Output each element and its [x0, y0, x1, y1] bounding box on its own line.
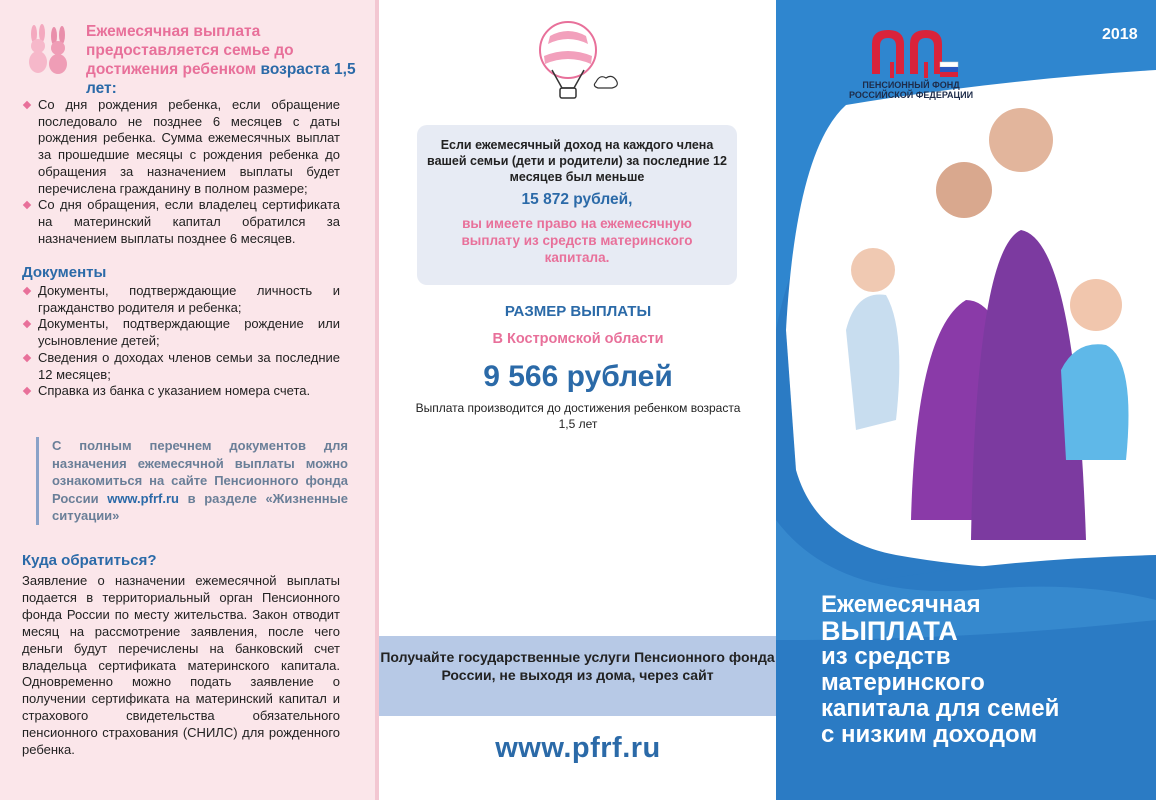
- income-right-text: вы имеете право на ежемесячную выплату из средств материнского капитала.: [461, 216, 693, 265]
- site-link[interactable]: www.pfrf.ru: [495, 732, 661, 764]
- income-condition-box: [417, 125, 737, 285]
- list-item: Документы, подтверждающие личность и гражданство родителя и ребенка;: [22, 283, 340, 316]
- gov-services-box: Получайте государственные услуги Пенсионного фонда России, не выходя из дома, через сайт: [379, 636, 776, 716]
- intro-blue: возраста 1,5 лет:: [86, 61, 356, 97]
- conditions-list: [22, 97, 340, 247]
- payment-size-title: РАЗМЕР ВЫПЛАТЫ: [504, 303, 652, 320]
- list-item: Со дня рождения ребенка, если обращение последовало не позднее 6 месяцев с даты рождения ребенка. Сумма ежемесячных выплат за прошедшие месяцы с рождения ребенка до обращения за назначением выплаты будет перечислена гражданину в полном размере;: [22, 97, 340, 197]
- title-line-2: ВЫПЛАТА: [821, 616, 958, 646]
- list-item: Документы, подтверждающие рождение или усыновление детей;: [22, 316, 340, 349]
- region-label: В Костромской области: [492, 331, 664, 347]
- balloon-icon: [536, 18, 620, 104]
- title-line-4: материнского: [821, 669, 985, 696]
- bunny-icon: [20, 24, 72, 76]
- note-tail: в разделе «Жизненные ситуации»: [52, 490, 348, 523]
- income-condition: Если ежемесячный доход на каждого члена вашей семьи (дети и родители) за последние 12 месяцев был меньше: [427, 138, 727, 184]
- documents-list: [22, 283, 340, 400]
- right-panel: [776, 0, 1156, 800]
- where-heading: Куда обратиться?: [22, 552, 157, 569]
- title-line-1: Ежемесячная: [821, 591, 981, 618]
- payment-note: Выплата производится до достижения ребенком возраста 1,5 лет: [415, 401, 741, 431]
- list-item: Справка из банка с указанием номера счета.: [22, 383, 340, 400]
- title-line-3: из средств: [821, 643, 951, 670]
- cover-title: [821, 592, 1141, 748]
- income-threshold: 15 872 рублей,: [521, 191, 633, 208]
- title-line-5: капитала для семей: [821, 695, 1060, 722]
- intro-text: [86, 22, 356, 98]
- org-line-1: ПЕНСИОННЫЙ ФОНД: [862, 80, 960, 90]
- list-item: Сведения о доходах членов семьи за последние 12 месяцев;: [22, 350, 340, 383]
- intro-pink: Ежемесячная выплата предоставляется семье до достижения ребенком: [86, 23, 294, 78]
- payment-amount: 9 566 рублей: [483, 360, 673, 393]
- year-label: 2018: [1102, 26, 1138, 43]
- pfr-name: [816, 80, 1006, 100]
- title-line-6: с низким доходом: [821, 721, 1038, 748]
- pfr-site-link[interactable]: www.pfrf.ru: [107, 490, 179, 506]
- left-panel: [0, 0, 375, 800]
- documents-heading: Документы: [22, 264, 107, 281]
- where-text: Заявление о назначении ежемесячной выплаты подается в территориальный орган Пенсионного фонда России по месту жительства. Закон отводит месяц на рассмотрение заявления, после чего деньги будут перечислены на банковский счет владельца сертификата материнского капитала. Одновременно можно подать заявление о получении сертификата на материнский капитал и страхового свидетельства обязательного пенсионного страхования (СНИЛС) для рожденного ребенка.: [22, 573, 340, 758]
- list-item: Со дня обращения, если владелец сертификата на материнский капитал обратился за назначением выплаты позднее 6 месяцев.: [22, 197, 340, 247]
- documents-note: [36, 437, 348, 525]
- org-line-2: РОССИЙСКОЙ ФЕДЕРАЦИИ: [848, 90, 974, 100]
- note-text: С полным перечнем документов для назначения ежемесячной выплаты можно ознакомиться на сайте Пенсионного фонда России: [52, 438, 348, 506]
